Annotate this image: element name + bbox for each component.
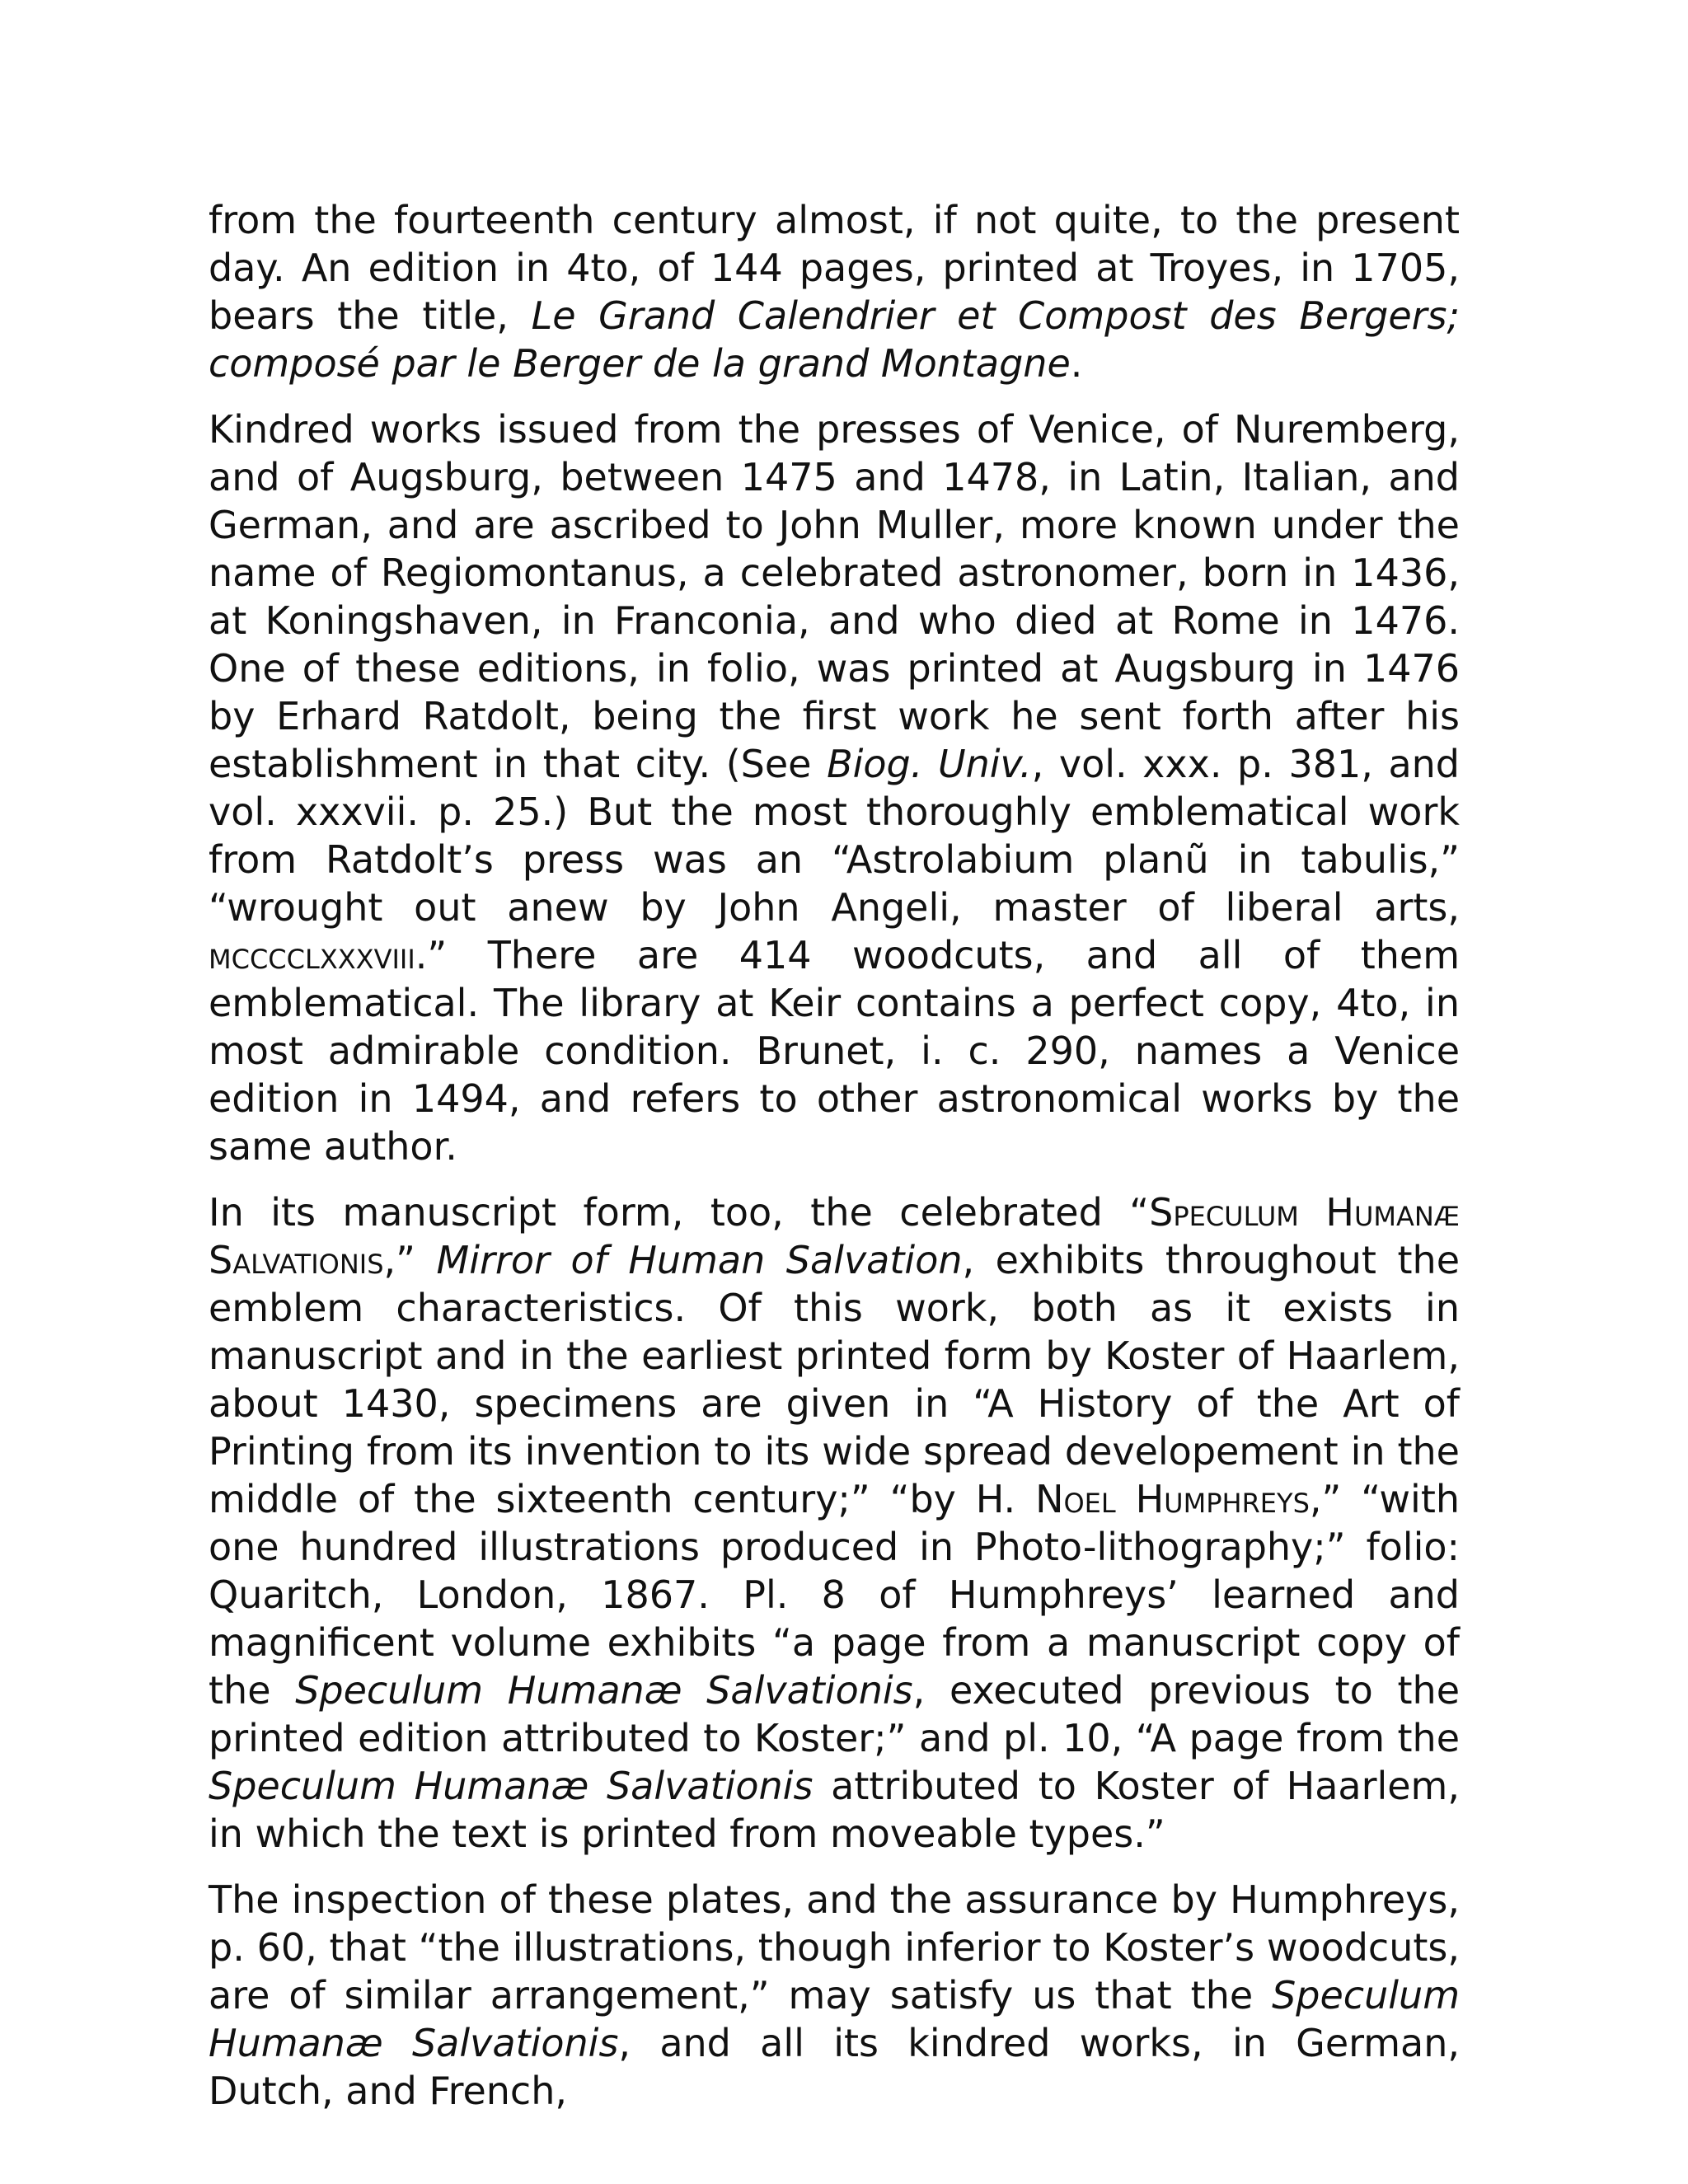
text-run: from the fourteenth century almost, if not quite, to the present day. An edition in 4to, of 144 pages, printed at Troyes, in 1705, bears the title, xyxy=(209,198,1460,338)
small-caps-text: Speculum Humanæ Salvationis xyxy=(209,1190,1460,1282)
italic-title: Speculum Humanæ Salvationis xyxy=(209,1764,814,1808)
text-run: , executed previous to the printed edition attributed to Koster;” and pl. 10, “A page from the xyxy=(209,1668,1460,1760)
paragraph-3 xyxy=(209,1188,1460,1858)
text-run: The inspection of these plates, and the assurance by Humphreys, p. 60, that “the illustrations, though inferior to Koster’s woodcuts, are of similar arrangement,” may satisfy us that the xyxy=(209,1877,1460,2018)
text-run: , and all its kindred works, in German, Dutch, and French, xyxy=(209,2021,1460,2113)
paragraph-1 xyxy=(209,196,1460,387)
text-run: ,” xyxy=(383,1238,437,1282)
italic-title: Speculum Humanæ Salvationis xyxy=(209,1973,1460,2065)
text-run: , exhibits throughout the emblem characteristics. Of this work, both as it exists in manuscript and in the earliest printed form by Koster of Haarlem, about 1430, specimens are given in “A History of the Art of Printing from its invention to its wide spread developement in the middle of the sixteenth century;” “by H. xyxy=(209,1238,1460,1521)
italic-title: Speculum Humanæ Salvationis xyxy=(295,1668,913,1713)
paragraph-2 xyxy=(209,405,1460,1170)
small-caps-text: Noel Humphreys xyxy=(1035,1477,1310,1521)
text-run: .” There are 414 woodcuts, and all of them emblematical. The library at Keir contains a perfect copy, 4to, in most admirable condition. Brunet, i. c. 290, names a Venice edition in 1494, and refers to other astronomical works by the same author. xyxy=(209,933,1460,1169)
italic-title: Biog. Univ. xyxy=(827,742,1032,786)
page-body xyxy=(209,196,1460,2133)
paragraph-4 xyxy=(209,1876,1460,2115)
italic-title: Mirror of Human Salvation xyxy=(436,1238,963,1282)
text-run: In its manuscript form, too, the celebrated “ xyxy=(209,1190,1150,1235)
text-run: attributed to Koster of Haarlem, in which the text is printed from moveable types.” xyxy=(209,1764,1460,1856)
small-caps-text: mcccclxxxviii xyxy=(209,933,415,977)
italic-title: Le Grand Calendrier et Compost des Bergers; composé par le Berger de la grand Montagne xyxy=(209,293,1460,386)
text-run: ,” “with one hundred illustrations produced in Photo-lithography;” folio: Quaritch, London, 1867. Pl. 8 of Humphreys’ learned and magnificent volume exhibits “a page from a manuscript copy of the xyxy=(209,1477,1461,1713)
text-run: , vol. xxx. p. 381, and vol. xxxvii. p. 25.) But the most thoroughly emblematical work from Ratdolt’s press was an “Astrolabium planũ in tabulis,” “wrought out anew by John Angeli, master of liberal arts, xyxy=(209,742,1460,930)
text-run: . xyxy=(1070,341,1083,386)
text-run: Kindred works issued from the presses of Venice, of Nuremberg, and of Augsburg, between 1475 and 1478, in Latin, Italian, and German, and are ascribed to John Muller, more known under the name of Regiomontanus, a celebrated astronomer, born in 1436, at Koningshaven, in Franconia, and who died at Rome in 1476. One of these editions, in folio, was printed at Augsburg in 1476 by Erhard Ratdolt, being the first work he sent forth after his establishment in that city. (See xyxy=(209,407,1460,786)
